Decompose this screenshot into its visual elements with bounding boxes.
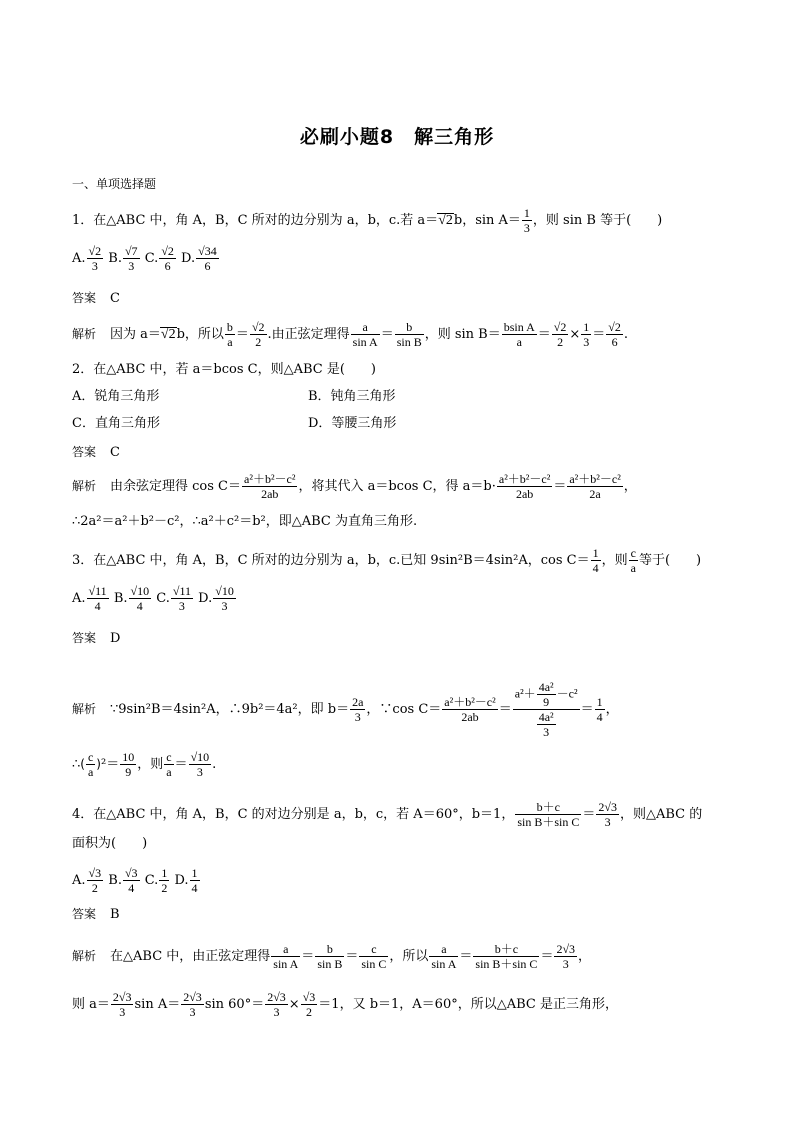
q3-analysis: 解析 ∵9sin²B＝4sin²A，∴9b²＝4a²，即 b＝ $\frac{2a}{3}$ ，∵cos C＝ $\frac{\text{a²＋b²－c²}}{2ab}$ ＝ a²＋ $\frac{\text{4a²}}{9}$ －c² $\frac{\text{4a²}}{3}$ ＝ $\frac{1}{4}$ ，	[72, 680, 619, 739]
option-a[interactable]: A. $\frac{√11}{4}$	[72, 584, 107, 613]
q3-analysis-line2: ∴( $\frac{c}{a}$ )²＝ $\frac{10}{9}$ ，则 $\frac{c}{a}$ ＝ $\frac{√10}{3}$ .	[72, 750, 217, 779]
q2-analysis-line2: ∴2a²＝a²＋b²－c²，∴a²＋c²＝b²，即△ABC 为直角三角形.	[72, 514, 418, 529]
q1-stem: 1．在△ABC 中，角 A，B，C 所对的边分别为 a，b，c.若 a＝√2b，sin A＝ $\frac{1}{3}$ ，则 sin B 等于( )	[72, 206, 663, 235]
page-title: 必刷小题8 解三角形	[299, 126, 495, 148]
option-c[interactable]: C. $\frac{√2}{6}$	[144, 244, 174, 273]
option-b[interactable]: B．钝角三角形	[308, 389, 396, 404]
option-c[interactable]: C. $\frac{√11}{3}$	[156, 584, 191, 613]
q1-analysis: 解析 因为 a＝√2b，所以 $\frac{b}{a}$ ＝ $\frac{√2}{2}$ .由正弦定理得 $\frac{a}{\text{sin A}}$ ＝ $\frac{b}{\text{sin B}}$ ，则 sin B＝ $\frac{\text{bsin A}}{a}$ ＝ $\frac{√2}{2}$ × $\frac{1}{3}$ ＝ $\frac{√2}{6}$ .	[72, 320, 629, 349]
q2-stem: 2．在△ABC 中，若 a＝bcos C，则△ABC 是( )	[72, 362, 376, 377]
option-b[interactable]: B. $\frac{√7}{3}$	[108, 244, 138, 273]
q4-analysis-line2: 则 a＝ $\frac{2√3}{3}$ sin A＝ $\frac{2√3}{3}$ sin 60°＝ $\frac{2√3}{3}$ × $\frac{√3}{2}$ ＝1，又 b＝1，A＝60°，所以△ABC 是正三角形，	[72, 990, 618, 1019]
q1-answer: 答案 C	[72, 291, 120, 306]
option-b[interactable]: B. $\frac{√3}{4}$	[108, 866, 138, 895]
q4-options	[72, 866, 201, 895]
q2-options-row1	[72, 389, 396, 405]
option-c[interactable]: C. $\frac{1}{2}$	[144, 866, 168, 895]
q3-options	[72, 584, 237, 613]
q4-stem-line2: 面积为( )	[72, 836, 148, 851]
option-c[interactable]: C．直角三角形	[72, 416, 160, 431]
q1-options	[72, 244, 220, 273]
option-a[interactable]: A．锐角三角形	[72, 389, 160, 404]
q4-analysis: 解析 在△ABC 中，由正弦定理得 $\frac{a}{\text{sin A}}$ ＝ $\frac{b}{\text{sin B}}$ ＝ $\frac{c}{\text{sin C}}$ ，所以 $\frac{a}{\text{sin A}}$ ＝ $\frac{b+c}{\text{sin B＋sin C}}$ ＝ $\frac{2√3}{3}$ ，	[72, 942, 592, 971]
option-d[interactable]: D. $\frac{√10}{3}$	[198, 584, 234, 613]
q4-stem: 4．在△ABC 中，角 A，B，C 的对边分别是 a，b，c，若 A＝60°，b＝1， $\frac{b+c}{\text{sin B＋sin C}}$ ＝ $\frac{2√3}{3}$ ，则△ABC 的	[72, 800, 703, 829]
option-a[interactable]: A. $\frac{√2}{3}$	[72, 244, 102, 273]
q4-answer: 答案 B	[72, 907, 120, 922]
fraction: $\frac{1}{3}$	[523, 206, 530, 235]
option-b[interactable]: B. $\frac{√10}{4}$	[113, 584, 150, 613]
option-d[interactable]: D. $\frac{1}{4}$	[174, 866, 198, 895]
q2-answer: 答案 C	[72, 445, 120, 460]
option-d[interactable]: D．等腰三角形	[308, 416, 397, 431]
q3-answer: 答案 D	[72, 631, 121, 646]
option-d[interactable]: D. $\frac{√34}{6}$	[181, 244, 217, 273]
option-a[interactable]: A. $\frac{√3}{2}$	[72, 866, 102, 895]
compound-fraction: a²＋ $\frac{\text{4a²}}{9}$ －c² $\frac{\text{4a²}}{3}$	[514, 680, 578, 739]
q2-analysis: 解析 由余弦定理得 cos C＝ $\frac{\text{a²＋b²－c²}}{2ab}$ ，将其代入 a＝bcos C，得 a＝b· $\frac{\text{a²＋b²－c²}}{2ab}$ ＝ $\frac{\text{a²＋b²－c²}}{2a}$ ，	[72, 472, 637, 501]
section-heading: 一、单项选择题	[72, 177, 157, 191]
q2-options-row2	[72, 416, 397, 432]
q3-stem: 3．在△ABC 中，角 A，B，C 所对的边分别为 a，b，c.已知 9sin²B＝4sin²A，cos C＝ $\frac{1}{4}$ ，则 $\frac{c}{a}$ 等于( )	[72, 546, 702, 575]
